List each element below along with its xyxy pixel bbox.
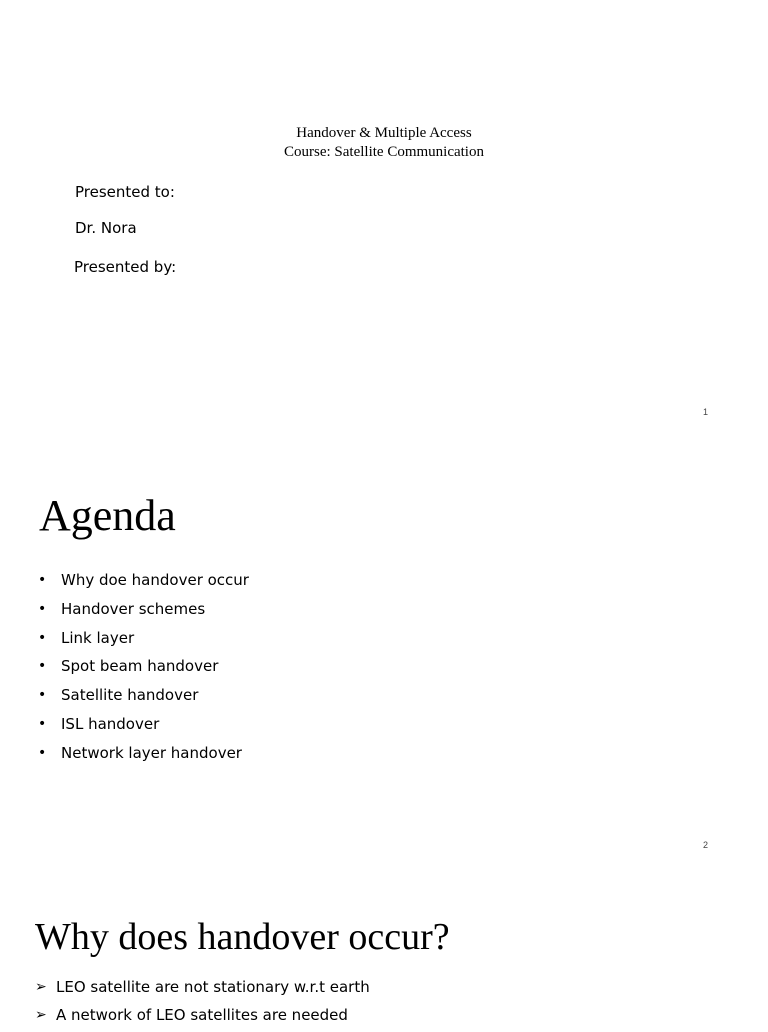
title-line-2: Course: Satellite Communication <box>284 144 484 160</box>
presented-by-label: Presented by: <box>74 258 177 276</box>
presentation-title <box>0 124 768 162</box>
list-item-text: Satellite handover <box>61 686 199 705</box>
list-item <box>38 656 249 685</box>
bullet-icon: • <box>38 715 47 732</box>
page-number: 1 <box>703 407 709 417</box>
list-item <box>38 628 249 657</box>
list-item-text: Why doe handover occur <box>61 571 249 589</box>
page-number: 2 <box>703 840 709 850</box>
bullet-icon: • <box>38 687 47 704</box>
bullet-icon: • <box>38 744 47 761</box>
arrow-bullet-icon: ➢ <box>35 1007 47 1023</box>
presented-to-label: Presented to: <box>75 183 175 201</box>
list-item-text: ISL handover <box>61 714 160 733</box>
bullet-icon: • <box>38 600 47 617</box>
slide-agenda <box>0 434 768 868</box>
agenda-title: Agenda <box>39 491 176 540</box>
arrow-bullet-icon: ➢ <box>35 979 47 995</box>
list-item <box>38 570 249 599</box>
list-item <box>38 599 249 628</box>
bullet-icon: • <box>38 658 47 675</box>
agenda-list <box>38 570 249 772</box>
list-item <box>38 714 249 743</box>
list-item <box>35 976 370 1004</box>
why-handover-title: Why does handover occur? <box>35 916 450 958</box>
slide-why-handover <box>0 868 768 1024</box>
list-item-text: A network of LEO satellites are needed <box>56 1006 348 1024</box>
title-line-1: Handover & Multiple Access <box>296 125 472 141</box>
presented-to-name: Dr. Nora <box>75 219 137 237</box>
list-item-text: LEO satellite are not stationary w.r.t earth <box>56 978 370 996</box>
list-item <box>38 743 249 772</box>
list-item <box>35 1004 370 1032</box>
list-item-text: Spot beam handover <box>61 657 219 676</box>
bullet-icon: • <box>38 629 47 646</box>
list-item <box>38 685 249 714</box>
bullet-icon: • <box>38 572 47 588</box>
list-item-text: Network layer handover <box>61 743 242 762</box>
list-item-text: Handover schemes <box>61 599 206 618</box>
slide-title <box>0 0 768 434</box>
list-item-text: Link layer <box>61 628 135 647</box>
